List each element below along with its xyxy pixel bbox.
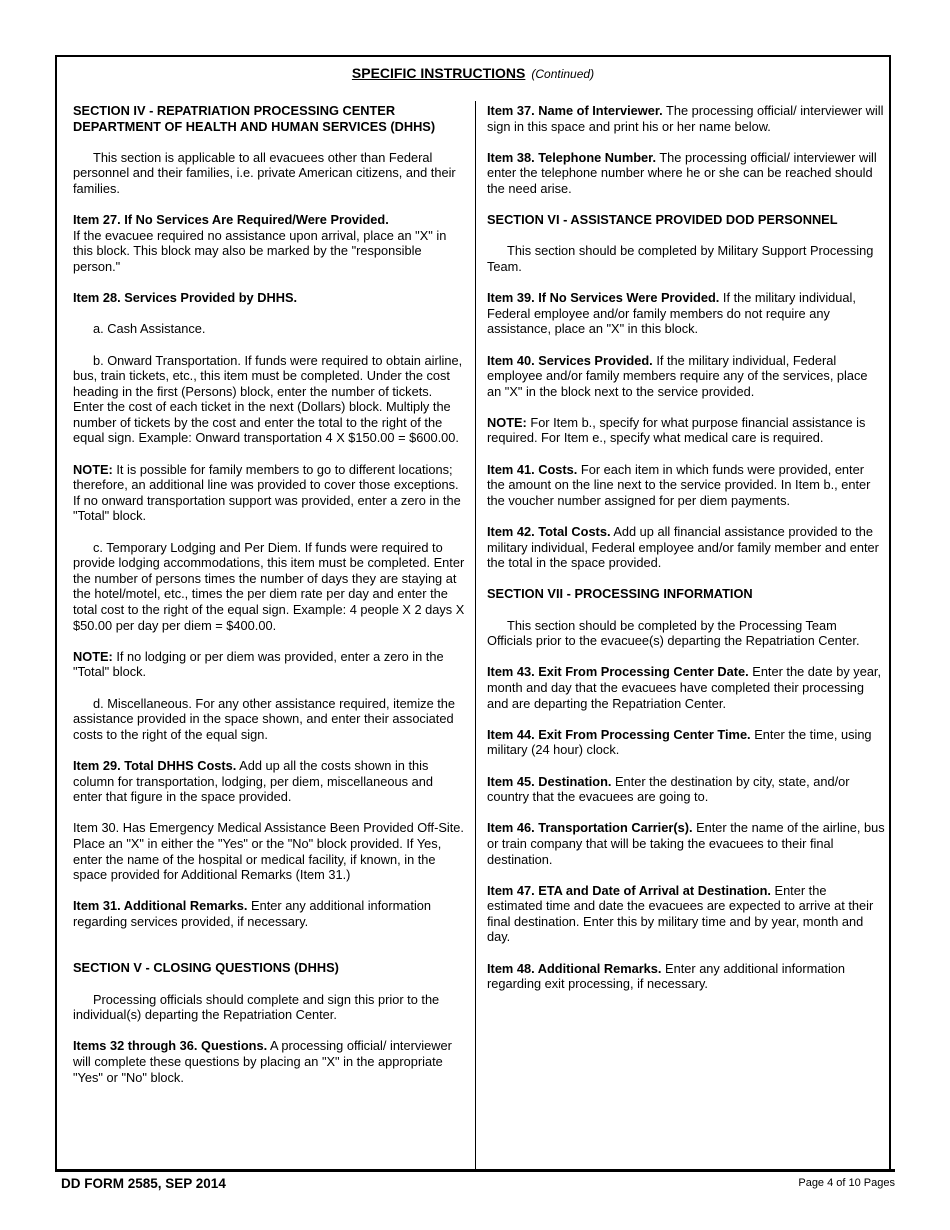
note2-label: NOTE: (73, 648, 113, 664)
item43-paragraph (487, 664, 885, 711)
item28-heading: Item 28. Services Provided by DHHS. (73, 290, 298, 306)
section5-heading: SECTION V - CLOSING QUESTIONS (DHHS) (73, 960, 339, 976)
item43-text: Enter the date by year, month and day that the evacuees have completed their processing and are departing the Repatriation Center. (487, 664, 882, 711)
item47-heading: Item 47. ETA and Date of Arrival at Destination. (487, 882, 771, 898)
section7-intro: This section should be completed by the Processing Team Officials prior to the evacuee(s) departing the Repatriation Center. (487, 617, 860, 649)
note3-paragraph (487, 415, 885, 446)
item43-heading: Item 43. Exit From Processing Center Date. (487, 664, 749, 680)
item41-text: For each item in which funds were provided, enter the amount on the line next to the service provided. In Item b., enter the voucher number assigned for per diem payments. (487, 461, 871, 508)
right-column (487, 103, 885, 1007)
item29-paragraph (73, 758, 465, 805)
item39-paragraph (487, 290, 885, 337)
item38-text: The processing official/ interviewer will enter the telephone number where he or she can be reached should the need arise. (487, 149, 877, 196)
item40-heading: Item 40. Services Provided. (487, 352, 653, 368)
item29-heading: Item 29. Total DHHS Costs. (73, 757, 237, 773)
item31-paragraph (73, 898, 465, 929)
left-column (73, 103, 465, 1101)
item42-text: Add up all financial assistance provided to the military individual, Federal employee and/or family member and enter the total in the space provided. (487, 524, 879, 571)
note2-text: If no lodging or per diem was provided, enter a zero in the "Total" block. (73, 648, 444, 680)
item30-paragraph: Item 30. Has Emergency Medical Assistance Been Provided Off-Site. Place an "X" in either the "Yes" or the "No" block provided. If Yes, enter the name of the hospital or medical facility, if known, in the space provided for Additional Remarks (Item 31.) (73, 820, 464, 883)
items32-36-heading: Items 32 through 36. Questions. (73, 1038, 268, 1054)
item44-heading: Item 44. Exit From Processing Center Time. (487, 726, 751, 742)
continued-label: (Continued) (531, 67, 595, 81)
note2-paragraph (73, 649, 465, 680)
item44-paragraph (487, 727, 885, 758)
form-number: DD FORM 2585, SEP 2014 (61, 1176, 226, 1191)
item45-text: Enter the destination by city, state, and/or country that the evacuees are going to. (487, 773, 850, 805)
item40-text: If the military individual, Federal employee and/or family members require any of the services, place an "X" in the block next to the service provided. (487, 352, 868, 399)
items32-36-text: A processing official/ interviewer will complete these questions by placing an "X" in the appropriate "Yes" or "No" block. (73, 1038, 452, 1085)
item48-heading: Item 48. Additional Remarks. (487, 960, 662, 976)
item27-text: If the evacuee required no assistance upon arrival, place an "X" in this block. This block may also be marked by the "responsible person." (73, 227, 447, 274)
section4-intro: This section is applicable to all evacuees other than Federal personnel and their families, i.e. private American citizens, and their families. (73, 149, 456, 196)
item28-a: a. Cash Assistance. (93, 321, 206, 337)
column-divider (475, 101, 476, 1169)
item28-b: b. Onward Transportation. If funds were required to obtain airline, bus, train tickets, etc., this item must be completed. Under the cost heading in the first (Persons) block, enter the number of tickets. Enter the cost of each ticket in the next (Dollars) block. Multiply the number of tickets by the cost and enter the total to the right of the equal sign. Example: Onward transportation 4 X $150.00 = $600.00. (73, 352, 463, 446)
item39-text: If the military individual, Federal employee and/or family members do not require any assistance, place an "X" in this block. (487, 290, 856, 337)
item46-heading: Item 46. Transportation Carrier(s). (487, 820, 693, 836)
item27-heading: Item 27. If No Services Are Required/Were Provided. (73, 212, 389, 228)
section6-heading: SECTION VI - ASSISTANCE PROVIDED DOD PERSONNEL (487, 212, 838, 228)
item41-paragraph (487, 462, 885, 509)
note1-label: NOTE: (73, 461, 113, 477)
item28-c: c. Temporary Lodging and Per Diem. If funds were required to provide lodging accommodations, this item must be completed. Enter the number of persons times the number of days they are staying at the hotel/motel, etc., times the per diem rate per day and enter the total cost to the right of the equal sign. Example: 4 people X 2 days X $50.00 per day per diem = $400.00. (73, 539, 465, 633)
item46-paragraph (487, 820, 885, 867)
item47-text: Enter the estimated time and date the evacuees are expected to arrive at their final destination. Enter this by military time and by year, month and day. (487, 882, 874, 945)
item37-text: The processing official/ interviewer will sign in this space and print his or her name below. (487, 103, 884, 134)
item28-d: d. Miscellaneous. For any other assistance required, itemize the assistance provided in the space shown, and enter their associated costs to the right of the equal sign. (73, 695, 456, 742)
page-number: Page 4 of 10 Pages (798, 1177, 895, 1189)
items32-36-paragraph (73, 1038, 465, 1085)
section4-heading: SECTION IV - REPATRIATION PROCESSING CENTER DEPARTMENT OF HEALTH AND HUMAN SERVICES (DHHS) (73, 103, 436, 134)
item37-paragraph (487, 103, 885, 134)
item47-paragraph (487, 883, 885, 945)
page-title: SPECIFIC INSTRUCTIONS (351, 65, 526, 81)
section7-heading: SECTION VII - PROCESSING INFORMATION (487, 586, 753, 602)
item27-paragraph (73, 212, 465, 274)
item44-text: Enter the time, using military (24 hour) clock. (487, 726, 872, 758)
note3-label: NOTE: (487, 414, 527, 430)
frame-bottom-rule (55, 1169, 895, 1172)
item42-heading: Item 42. Total Costs. (487, 524, 611, 540)
item46-text: Enter the name of the airline, bus or train company that will be taking the evacuees to their final destination. (487, 820, 885, 867)
item45-paragraph (487, 774, 885, 805)
note3-text: For Item b., specify for what purpose financial assistance is required. For Item e., specify what medical care is required. (487, 414, 866, 446)
form-frame (55, 55, 891, 1171)
item48-text: Enter any additional information regarding exit processing, if necessary. (487, 960, 846, 992)
item38-heading: Item 38. Telephone Number. (487, 149, 657, 165)
item48-paragraph (487, 961, 885, 992)
item42-paragraph (487, 524, 885, 571)
note1-text: It is possible for family members to go to different locations; therefore, an additional line was provided to cover those exceptions. If no onward transportation support was provided, enter a zero in the "Total" block. (73, 461, 461, 524)
item40-paragraph (487, 353, 885, 400)
item31-text: Enter any additional information regarding services provided, if necessary. (73, 898, 432, 929)
page-title-row (57, 65, 889, 83)
section5-intro: Processing officials should complete and sign this prior to the individual(s) departing the Repatriation Center. (73, 991, 440, 1023)
item41-heading: Item 41. Costs. (487, 461, 578, 477)
note1-paragraph (73, 462, 465, 524)
item45-heading: Item 45. Destination. (487, 773, 612, 789)
item37-heading: Item 37. Name of Interviewer. (487, 103, 663, 118)
item31-heading: Item 31. Additional Remarks. (73, 898, 248, 914)
item38-paragraph (487, 150, 885, 197)
section6-intro: This section should be completed by Military Support Processing Team. (487, 243, 874, 274)
item39-heading: Item 39. If No Services Were Provided. (487, 290, 720, 306)
item29-text: Add up all the costs shown in this column for transportation, lodging, per diem, miscellaneous and enter that figure in the space provided. (73, 757, 433, 805)
